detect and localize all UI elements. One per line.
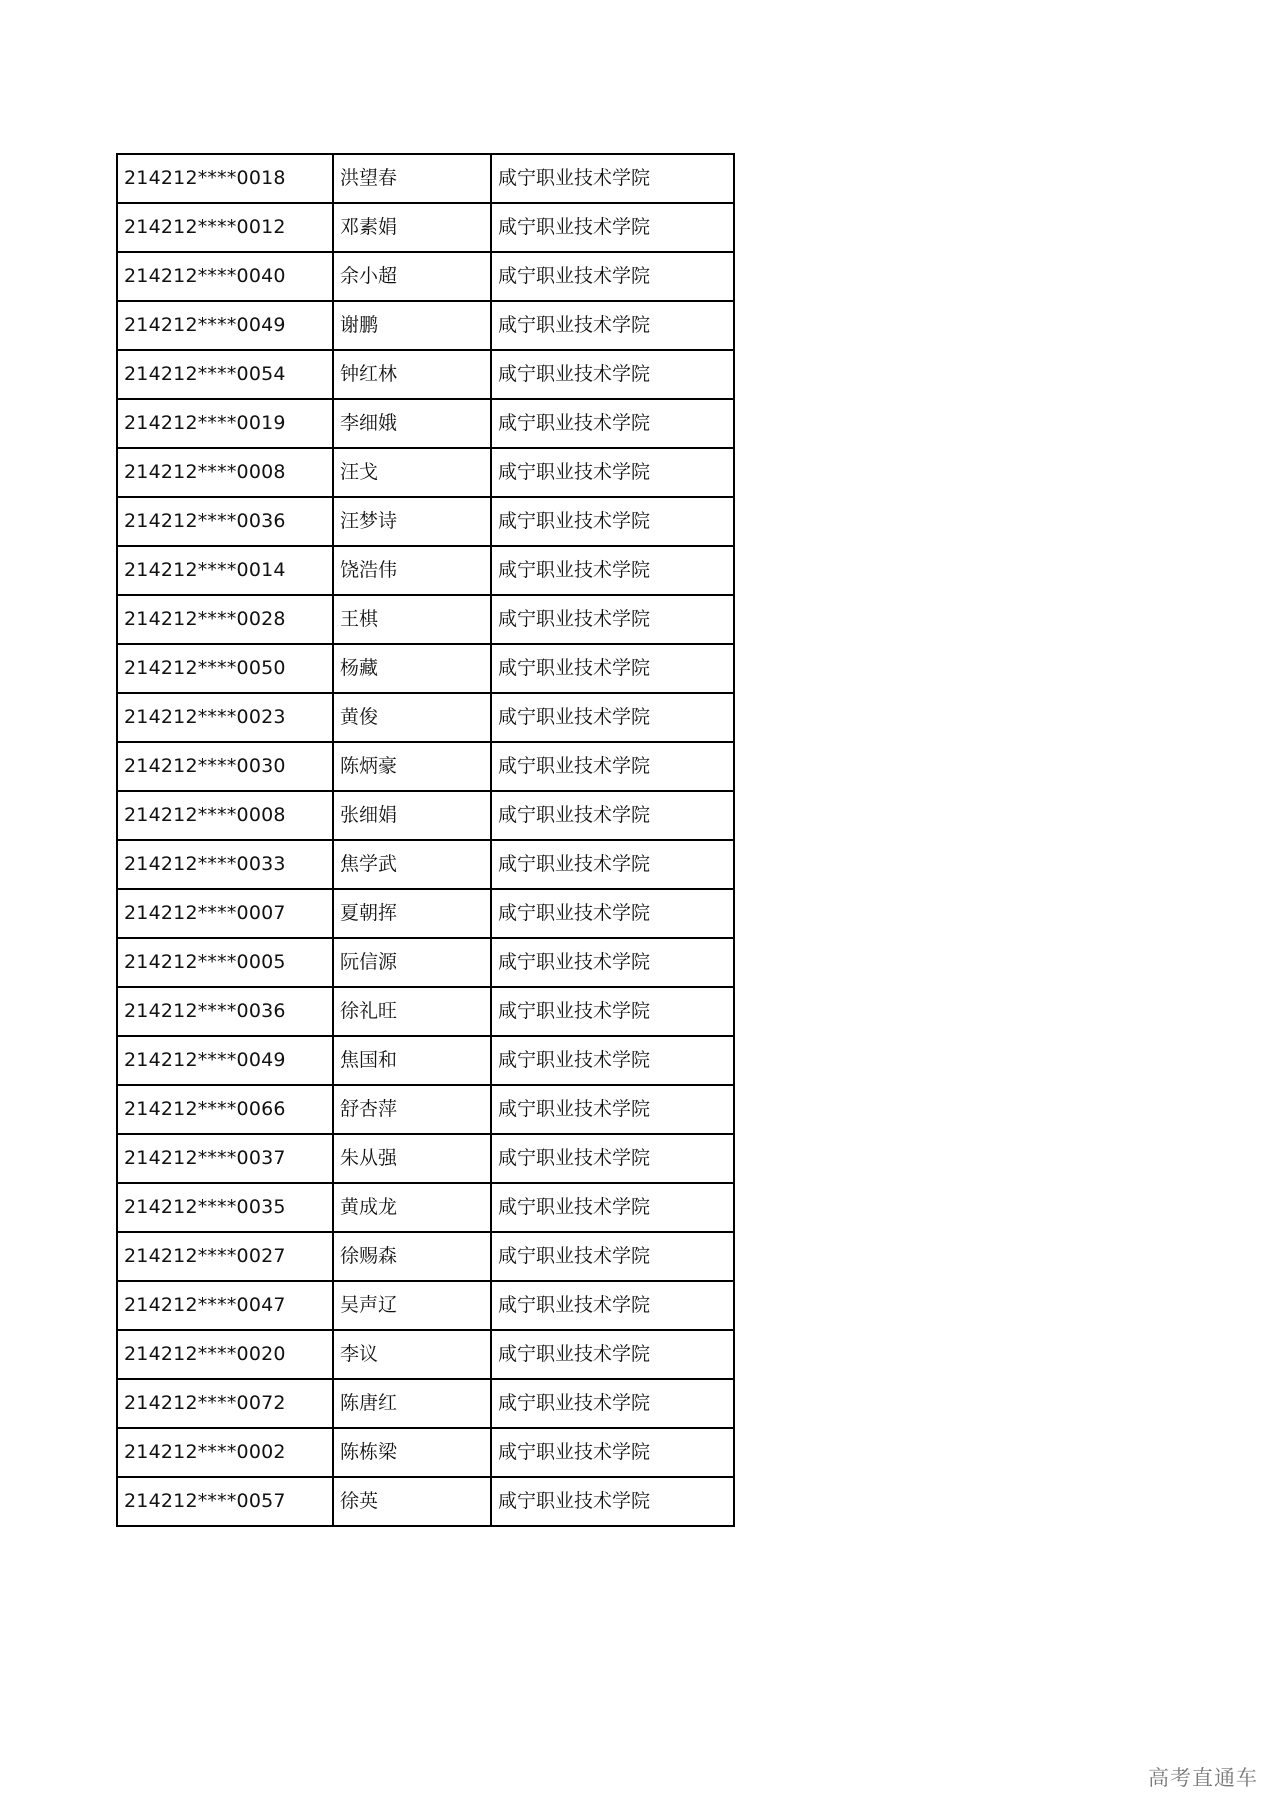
school-cell: 咸宁职业技术学院 bbox=[491, 1477, 734, 1526]
name-cell: 阮信源 bbox=[333, 938, 491, 987]
school-cell: 咸宁职业技术学院 bbox=[491, 644, 734, 693]
school-cell: 咸宁职业技术学院 bbox=[491, 399, 734, 448]
school-cell: 咸宁职业技术学院 bbox=[491, 1428, 734, 1477]
table-row bbox=[117, 154, 734, 203]
school-cell: 咸宁职业技术学院 bbox=[491, 448, 734, 497]
school-cell: 咸宁职业技术学院 bbox=[491, 1330, 734, 1379]
table-row bbox=[117, 399, 734, 448]
table-row bbox=[117, 595, 734, 644]
name-cell: 黄成龙 bbox=[333, 1183, 491, 1232]
school-cell: 咸宁职业技术学院 bbox=[491, 742, 734, 791]
table-row bbox=[117, 1183, 734, 1232]
id-cell: 214212****0035 bbox=[117, 1183, 333, 1232]
name-cell: 钟红林 bbox=[333, 350, 491, 399]
id-cell: 214212****0037 bbox=[117, 1134, 333, 1183]
school-cell: 咸宁职业技术学院 bbox=[491, 350, 734, 399]
school-cell: 咸宁职业技术学院 bbox=[491, 1183, 734, 1232]
table-row bbox=[117, 1232, 734, 1281]
school-cell: 咸宁职业技术学院 bbox=[491, 840, 734, 889]
school-cell: 咸宁职业技术学院 bbox=[491, 203, 734, 252]
id-cell: 214212****0023 bbox=[117, 693, 333, 742]
school-cell: 咸宁职业技术学院 bbox=[491, 546, 734, 595]
table-row bbox=[117, 889, 734, 938]
table-row bbox=[117, 742, 734, 791]
table-row bbox=[117, 1085, 734, 1134]
school-cell: 咸宁职业技术学院 bbox=[491, 1379, 734, 1428]
id-cell: 214212****0054 bbox=[117, 350, 333, 399]
name-cell: 舒杏萍 bbox=[333, 1085, 491, 1134]
table-row bbox=[117, 252, 734, 301]
id-cell: 214212****0066 bbox=[117, 1085, 333, 1134]
school-cell: 咸宁职业技术学院 bbox=[491, 889, 734, 938]
name-cell: 夏朝挥 bbox=[333, 889, 491, 938]
table-row bbox=[117, 1379, 734, 1428]
name-cell: 焦学武 bbox=[333, 840, 491, 889]
id-cell: 214212****0050 bbox=[117, 644, 333, 693]
table-row bbox=[117, 938, 734, 987]
id-cell: 214212****0047 bbox=[117, 1281, 333, 1330]
name-cell: 汪戈 bbox=[333, 448, 491, 497]
id-cell: 214212****0049 bbox=[117, 1036, 333, 1085]
table-row bbox=[117, 987, 734, 1036]
school-cell: 咸宁职业技术学院 bbox=[491, 987, 734, 1036]
table-row bbox=[117, 1281, 734, 1330]
id-cell: 214212****0007 bbox=[117, 889, 333, 938]
school-cell: 咸宁职业技术学院 bbox=[491, 791, 734, 840]
school-cell: 咸宁职业技术学院 bbox=[491, 1281, 734, 1330]
school-cell: 咸宁职业技术学院 bbox=[491, 693, 734, 742]
table-row bbox=[117, 1134, 734, 1183]
name-cell: 杨藏 bbox=[333, 644, 491, 693]
table-row bbox=[117, 840, 734, 889]
name-cell: 焦国和 bbox=[333, 1036, 491, 1085]
roster-table-body bbox=[117, 154, 734, 1526]
name-cell: 张细娟 bbox=[333, 791, 491, 840]
id-cell: 214212****0018 bbox=[117, 154, 333, 203]
id-cell: 214212****0005 bbox=[117, 938, 333, 987]
table-row bbox=[117, 1036, 734, 1085]
name-cell: 谢鹏 bbox=[333, 301, 491, 350]
table-row bbox=[117, 1330, 734, 1379]
id-cell: 214212****0030 bbox=[117, 742, 333, 791]
name-cell: 汪梦诗 bbox=[333, 497, 491, 546]
name-cell: 徐英 bbox=[333, 1477, 491, 1526]
table-row bbox=[117, 791, 734, 840]
name-cell: 徐礼旺 bbox=[333, 987, 491, 1036]
name-cell: 王棋 bbox=[333, 595, 491, 644]
school-cell: 咸宁职业技术学院 bbox=[491, 154, 734, 203]
table-row bbox=[117, 693, 734, 742]
table-row bbox=[117, 350, 734, 399]
id-cell: 214212****0028 bbox=[117, 595, 333, 644]
table-row bbox=[117, 546, 734, 595]
name-cell: 徐赐森 bbox=[333, 1232, 491, 1281]
table-row bbox=[117, 497, 734, 546]
name-cell: 陈栋梁 bbox=[333, 1428, 491, 1477]
id-cell: 214212****0072 bbox=[117, 1379, 333, 1428]
school-cell: 咸宁职业技术学院 bbox=[491, 497, 734, 546]
school-cell: 咸宁职业技术学院 bbox=[491, 1134, 734, 1183]
id-cell: 214212****0002 bbox=[117, 1428, 333, 1477]
id-cell: 214212****0036 bbox=[117, 497, 333, 546]
id-cell: 214212****0014 bbox=[117, 546, 333, 595]
name-cell: 李议 bbox=[333, 1330, 491, 1379]
school-cell: 咸宁职业技术学院 bbox=[491, 1085, 734, 1134]
name-cell: 余小超 bbox=[333, 252, 491, 301]
school-cell: 咸宁职业技术学院 bbox=[491, 252, 734, 301]
id-cell: 214212****0033 bbox=[117, 840, 333, 889]
table-row bbox=[117, 1477, 734, 1526]
id-cell: 214212****0036 bbox=[117, 987, 333, 1036]
table-row bbox=[117, 644, 734, 693]
id-cell: 214212****0008 bbox=[117, 448, 333, 497]
id-cell: 214212****0019 bbox=[117, 399, 333, 448]
school-cell: 咸宁职业技术学院 bbox=[491, 595, 734, 644]
table-row bbox=[117, 448, 734, 497]
name-cell: 李细娥 bbox=[333, 399, 491, 448]
watermark-text: 高考直通车 bbox=[1148, 1766, 1258, 1790]
id-cell: 214212****0027 bbox=[117, 1232, 333, 1281]
roster-table bbox=[116, 153, 735, 1527]
id-cell: 214212****0012 bbox=[117, 203, 333, 252]
id-cell: 214212****0040 bbox=[117, 252, 333, 301]
id-cell: 214212****0008 bbox=[117, 791, 333, 840]
id-cell: 214212****0057 bbox=[117, 1477, 333, 1526]
name-cell: 朱从强 bbox=[333, 1134, 491, 1183]
name-cell: 邓素娟 bbox=[333, 203, 491, 252]
school-cell: 咸宁职业技术学院 bbox=[491, 1036, 734, 1085]
school-cell: 咸宁职业技术学院 bbox=[491, 301, 734, 350]
id-cell: 214212****0020 bbox=[117, 1330, 333, 1379]
name-cell: 饶浩伟 bbox=[333, 546, 491, 595]
school-cell: 咸宁职业技术学院 bbox=[491, 938, 734, 987]
table-row bbox=[117, 203, 734, 252]
table-row bbox=[117, 1428, 734, 1477]
id-cell: 214212****0049 bbox=[117, 301, 333, 350]
name-cell: 洪望春 bbox=[333, 154, 491, 203]
name-cell: 陈唐红 bbox=[333, 1379, 491, 1428]
name-cell: 黄俊 bbox=[333, 693, 491, 742]
name-cell: 陈炳豪 bbox=[333, 742, 491, 791]
school-cell: 咸宁职业技术学院 bbox=[491, 1232, 734, 1281]
name-cell: 吴声辽 bbox=[333, 1281, 491, 1330]
table-row bbox=[117, 301, 734, 350]
